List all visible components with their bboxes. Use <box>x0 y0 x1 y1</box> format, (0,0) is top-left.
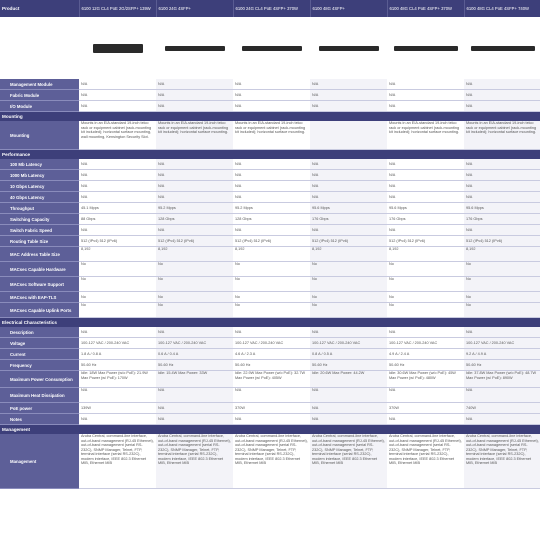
spec-value: N/A <box>464 90 540 101</box>
spec-value: N/A <box>233 79 310 90</box>
spec-value: 128 Gbps <box>233 214 310 225</box>
spec-value: N/A <box>310 101 387 112</box>
product-name[interactable]: 6100 12G CL4 PoE 2G/2SFP+ 139W <box>79 0 156 17</box>
header-row <box>0 0 540 17</box>
product-image[interactable] <box>464 17 540 79</box>
product-image[interactable] <box>156 17 233 79</box>
spec-value: N/A <box>233 90 310 101</box>
network-switch-icon <box>165 46 225 51</box>
spec-label: MACsec with EAP-TLS <box>0 292 79 303</box>
spec-value: 1.8 A / 0.8 A <box>79 349 156 360</box>
spec-value: 100-127 VAC / 200-240 VAC <box>156 338 233 349</box>
spec-value: N/A <box>464 388 540 403</box>
spec-value: N/A <box>464 159 540 170</box>
spec-label: Maximum Heat Dissipation <box>0 388 79 403</box>
product-name[interactable]: 6100 48G 4SFP+ <box>310 0 387 17</box>
spec-value: No <box>464 292 540 303</box>
product-image[interactable] <box>387 17 464 79</box>
spec-label: Notes <box>0 414 79 425</box>
spec-value: N/A <box>310 159 387 170</box>
spec-row <box>0 247 540 262</box>
spec-label: MACsec Software Support <box>0 277 79 292</box>
spec-value: N/A <box>464 192 540 203</box>
spec-value: 95.6 Mpps <box>464 203 540 214</box>
section-title: Electrical Characteristics <box>0 318 540 328</box>
spec-label: Switching Capacity <box>0 214 79 225</box>
spec-value: 45.1 Mpps <box>79 203 156 214</box>
spec-value: Mounts in an EIA-standard 19-inch telco rack or equipment cabinet (rack-mounting kit included); horizontal surface mounting. <box>156 121 233 150</box>
spec-value: 50-60 Hz <box>387 360 464 371</box>
spec-row <box>0 236 540 247</box>
spec-value: N/A <box>79 327 156 338</box>
spec-row <box>0 371 540 388</box>
spec-value: N/A <box>464 225 540 236</box>
spec-value: Mounts in an EIA-standard 19-inch telco rack or equipment cabinet (rack-mounting kit included); horizontal surface mounting, wall mounting, Kensington Security Slot. <box>79 121 156 150</box>
spec-value: N/A <box>387 414 464 425</box>
spec-row <box>0 203 540 214</box>
spec-label: MACsec Capable Hardware <box>0 262 79 277</box>
spec-value: Aruba Central, command-line interface, out-of-band management (RJ-45 Ethernet), out-of-band management (serial RS-232C), SNMP Manager, Telnet, FTP, terminal interface (serial RS-232C), modem interface, IEEE 802.3 Ethernet MIB, Ethernet MIB <box>79 434 156 489</box>
spec-value: 740W <box>464 403 540 414</box>
network-switch-icon <box>319 46 379 51</box>
spec-value: 50-60 Hz <box>233 360 310 371</box>
spec-value: 8,192 <box>233 247 310 262</box>
spec-label: I/O Module <box>0 101 79 112</box>
spec-value: Aruba Central, command-line interface, out-of-band management (RJ-45 Ethernet), out-of-band management (serial RS-232C), SNMP Manager, Telnet, FTP, terminal interface (serial RS-232C), modem interface, IEEE 802.3 Ethernet MIB, Ethernet MIB <box>310 434 387 489</box>
spec-value: N/A <box>387 192 464 203</box>
spec-value: 100-127 VAC / 200-240 VAC <box>79 338 156 349</box>
spec-value: N/A <box>310 388 387 403</box>
spec-label: Routing Table Size <box>0 236 79 247</box>
spec-value: N/A <box>310 170 387 181</box>
spec-value: No <box>387 277 464 292</box>
spec-value: N/A <box>387 79 464 90</box>
spec-value: 100-127 VAC / 200-240 VAC <box>464 338 540 349</box>
spec-value: 50-60 Hz <box>156 360 233 371</box>
spec-value: Idle: 20.6W Max Power: 44.2W <box>310 371 387 388</box>
spec-value: 512 (IPv4) 512 (IPv6) <box>79 236 156 247</box>
section-title: Performance <box>0 150 540 160</box>
spec-value: No <box>79 262 156 277</box>
spec-value: 370W <box>387 403 464 414</box>
spec-row <box>0 327 540 338</box>
spec-value: 50-60 Hz <box>79 360 156 371</box>
header-first-col: Product <box>0 0 79 17</box>
spec-value: 100-127 VAC / 200-240 VAC <box>387 338 464 349</box>
spec-value: Aruba Central, command-line interface, out-of-band management (RJ-45 Ethernet), out-of-band management (serial RS-232C), SNMP Manager, Telnet, FTP, terminal interface (serial RS-232C), modem interface, IEEE 802.3 Ethernet MIB, Ethernet MIB <box>387 434 464 489</box>
spec-value: No <box>233 292 310 303</box>
spec-value: No <box>233 277 310 292</box>
spec-value: 95.6 Mpps <box>310 203 387 214</box>
spec-value: 512 (IPv4) 512 (IPv6) <box>233 236 310 247</box>
spec-row <box>0 403 540 414</box>
spec-value: N/A <box>387 101 464 112</box>
product-image[interactable] <box>233 17 310 79</box>
spec-value: N/A <box>464 414 540 425</box>
product-name[interactable]: 6100 48G CL4 PoE 4SFP+ 370W <box>387 0 464 17</box>
spec-value: N/A <box>387 159 464 170</box>
spec-row <box>0 277 540 292</box>
spec-value: 139W <box>79 403 156 414</box>
spec-row <box>0 349 540 360</box>
spec-value: No <box>79 277 156 292</box>
spec-value: N/A <box>310 192 387 203</box>
spec-value: N/A <box>79 101 156 112</box>
spec-row <box>0 360 540 371</box>
spec-value: Idle: 15.4W Max Power: 33W <box>156 371 233 388</box>
network-switch-icon <box>93 44 143 53</box>
spec-value: N/A <box>79 181 156 192</box>
spec-label: Frequency <box>0 360 79 371</box>
spec-value: No <box>310 292 387 303</box>
spec-value: No <box>156 292 233 303</box>
spec-label: Voltage <box>0 338 79 349</box>
section-header <box>0 112 540 122</box>
spec-row <box>0 338 540 349</box>
spec-value: No <box>464 277 540 292</box>
spec-value: No <box>233 303 310 318</box>
spec-value: N/A <box>233 192 310 203</box>
spec-value: N/A <box>233 159 310 170</box>
spec-value: No <box>387 292 464 303</box>
spec-value: Mounts in an EIA-standard 19-inch telco rack or equipment cabinet (rack-mounting kit included); horizontal surface mounting. <box>233 121 310 150</box>
spec-value: 128 Gbps <box>156 214 233 225</box>
spec-label: 1000 Mb Latency <box>0 170 79 181</box>
spec-value: N/A <box>156 327 233 338</box>
spec-value: N/A <box>310 79 387 90</box>
spec-row <box>0 159 540 170</box>
spec-row <box>0 121 540 150</box>
spec-value: No <box>310 262 387 277</box>
spec-value: No <box>310 303 387 318</box>
section-title: Mounting <box>0 112 540 122</box>
spec-value: N/A <box>156 159 233 170</box>
spec-value: No <box>387 262 464 277</box>
section-header <box>0 318 540 328</box>
spec-value: 88 Gbps <box>79 214 156 225</box>
spec-value: Mounts in an EIA-standard 19-inch telco rack or equipment cabinet (rack-mounting kit included); horizontal surface mounting. <box>464 121 540 150</box>
spec-value: Aruba Central, command-line interface, out-of-band management (RJ-45 Ethernet), out-of-band management (serial RS-232C), SNMP Manager, Telnet, FTP, terminal interface (serial RS-232C), modem interface, IEEE 802.3 Ethernet MIB, Ethernet MIB <box>464 434 540 489</box>
spec-value: N/A <box>387 225 464 236</box>
spec-value: N/A <box>156 170 233 181</box>
spec-value: N/A <box>79 388 156 403</box>
spec-value: Idle: 22.9W Max Power (w/o PoE): 32.7W Max Power (w/ PoE): 405W <box>233 371 310 388</box>
spec-value: N/A <box>233 170 310 181</box>
spec-value: N/A <box>464 79 540 90</box>
spec-value: N/A <box>387 170 464 181</box>
spec-label: MAC Address Table Size <box>0 247 79 262</box>
spec-value: N/A <box>156 225 233 236</box>
spec-value: N/A <box>464 181 540 192</box>
spec-value: 512 (IPv4) 512 (IPv6) <box>310 236 387 247</box>
spec-value: 8,192 <box>387 247 464 262</box>
spec-value: 95.2 Mpps <box>233 203 310 214</box>
spec-value: 512 (IPv4) 512 (IPv6) <box>156 236 233 247</box>
spec-value: 0.6 A / 0.4 A <box>156 349 233 360</box>
spec-value: N/A <box>156 192 233 203</box>
spec-value: No <box>79 303 156 318</box>
spec-value: Idle: 18W Max Power (w/o PoE): 21.9W Max Power (w/ PoE): 170W <box>79 371 156 388</box>
spec-value: N/A <box>156 388 233 403</box>
spec-value: No <box>310 277 387 292</box>
spec-label: Current <box>0 349 79 360</box>
spec-value: N/A <box>387 181 464 192</box>
spec-value: 4.9 A / 2.4 A <box>387 349 464 360</box>
spec-row <box>0 434 540 489</box>
spec-row <box>0 262 540 277</box>
spec-label: Description <box>0 327 79 338</box>
spec-value: N/A <box>156 79 233 90</box>
section-header <box>0 150 540 160</box>
spec-value: N/A <box>79 225 156 236</box>
spec-label: Switch Fabric Speed <box>0 225 79 236</box>
spec-row <box>0 414 540 425</box>
spec-value: N/A <box>156 101 233 112</box>
spec-value: 95.6 Mpps <box>387 203 464 214</box>
spec-row <box>0 214 540 225</box>
spec-row <box>0 388 540 403</box>
spec-value: No <box>156 262 233 277</box>
section-title: Management <box>0 425 540 435</box>
spec-value: 512 (IPv4) 512 (IPv6) <box>387 236 464 247</box>
spec-row <box>0 181 540 192</box>
spec-value: 100-127 VAC / 200-240 VAC <box>310 338 387 349</box>
spec-row <box>0 292 540 303</box>
spec-value: 0.8 A / 0.5 A <box>310 349 387 360</box>
spec-value: No <box>464 303 540 318</box>
spec-value: N/A <box>79 170 156 181</box>
spec-value: Idle: 30.6W Max Power (w/o PoE): 45W Max Power (w/ PoE): 480W <box>387 371 464 388</box>
spec-value: N/A <box>310 181 387 192</box>
spec-value: 8,192 <box>310 247 387 262</box>
spec-value: N/A <box>310 327 387 338</box>
spec-value: 95.2 Mpps <box>156 203 233 214</box>
spec-value: No <box>233 262 310 277</box>
spec-value: 50-60 Hz <box>464 360 540 371</box>
spec-value: N/A <box>464 327 540 338</box>
network-switch-icon <box>471 46 535 51</box>
spec-value: 176 Gbps <box>387 214 464 225</box>
spec-label: 10 Gbps Latency <box>0 181 79 192</box>
network-switch-icon <box>394 46 458 51</box>
spec-row <box>0 90 540 101</box>
spec-value: 176 Gbps <box>464 214 540 225</box>
spec-value: N/A <box>79 414 156 425</box>
image-row-label <box>0 17 79 79</box>
spec-value: N/A <box>310 403 387 414</box>
spec-value: Aruba Central, command-line interface, out-of-band management (RJ-45 Ethernet), out-of-band management (serial RS-232C), SNMP Manager, Telnet, FTP, terminal interface (serial RS-232C), modem interface, IEEE 802.3 Ethernet MIB, Ethernet MIB <box>156 434 233 489</box>
network-switch-icon <box>242 46 302 51</box>
product-name[interactable]: 6100 48G CL4 PoE 4SFP+ 740W <box>464 0 540 17</box>
spec-value <box>310 121 387 150</box>
spec-value: 8,192 <box>464 247 540 262</box>
spec-value: N/A <box>387 90 464 101</box>
spec-value: N/A <box>79 192 156 203</box>
spec-label: Throughput <box>0 203 79 214</box>
spec-value: Mounts in an EIA-standard 19-inch telco rack or equipment cabinet (rack-mounting kit included); horizontal surface mounting. <box>387 121 464 150</box>
spec-value: N/A <box>156 90 233 101</box>
spec-value: N/A <box>156 181 233 192</box>
spec-label: Maximum Power Consumption <box>0 371 79 388</box>
spec-row <box>0 192 540 203</box>
spec-value: 4.6 A / 2.3 A <box>233 349 310 360</box>
spec-value: N/A <box>464 101 540 112</box>
spec-value: N/A <box>79 159 156 170</box>
product-image[interactable] <box>79 17 156 79</box>
spec-label: Mounting <box>0 121 79 150</box>
spec-value: No <box>79 292 156 303</box>
spec-value: 100-127 VAC / 200-240 VAC <box>233 338 310 349</box>
spec-value: N/A <box>387 327 464 338</box>
spec-value: No <box>464 262 540 277</box>
product-name[interactable]: 6100 24G CL4 PoE 4SFP+ 370W <box>233 0 310 17</box>
spec-row <box>0 225 540 236</box>
spec-row <box>0 79 540 90</box>
spec-label: PoE power <box>0 403 79 414</box>
spec-value: Idle: 37.8W Max Power (w/o PoE): 48.7W Max Power (w/ PoE): 890W <box>464 371 540 388</box>
spec-value: N/A <box>79 90 156 101</box>
spec-value: 9.2 A / 4.9 A <box>464 349 540 360</box>
spec-value: N/A <box>310 414 387 425</box>
spec-value: N/A <box>79 79 156 90</box>
spec-value: No <box>156 277 233 292</box>
spec-value: N/A <box>387 388 464 403</box>
spec-value: N/A <box>310 90 387 101</box>
spec-value: N/A <box>464 170 540 181</box>
product-name[interactable]: 6100 24G 4SFP+ <box>156 0 233 17</box>
spec-value: N/A <box>233 101 310 112</box>
product-image-row <box>0 17 540 79</box>
spec-value: N/A <box>233 181 310 192</box>
spec-value: 8,192 <box>156 247 233 262</box>
spec-value: N/A <box>156 414 233 425</box>
spec-row <box>0 101 540 112</box>
section-header <box>0 425 540 435</box>
product-image[interactable] <box>310 17 387 79</box>
spec-value: 50-60 Hz <box>310 360 387 371</box>
spec-value: N/A <box>233 388 310 403</box>
spec-value: 8,192 <box>79 247 156 262</box>
spec-value: Aruba Central, command-line interface, out-of-band management (RJ-45 Ethernet), out-of-band management (serial RS-232C), SNMP Manager, Telnet, FTP, terminal interface (serial RS-232C), modem interface, IEEE 802.3 Ethernet MIB, Ethernet MIB <box>233 434 310 489</box>
spec-label: Fabric Module <box>0 90 79 101</box>
spec-value: N/A <box>156 403 233 414</box>
spec-value: No <box>387 303 464 318</box>
spec-value: 176 Gbps <box>310 214 387 225</box>
spec-label: Management <box>0 434 79 489</box>
spec-value: N/A <box>233 414 310 425</box>
spec-value: N/A <box>233 327 310 338</box>
spec-row <box>0 170 540 181</box>
spec-value: 370W <box>233 403 310 414</box>
spec-label: 40 Gbps Latency <box>0 192 79 203</box>
spec-value: 512 (IPv4) 512 (IPv6) <box>464 236 540 247</box>
spec-label: Management Module <box>0 79 79 90</box>
spec-row <box>0 303 540 318</box>
spec-value: N/A <box>233 225 310 236</box>
spec-label: 100 Mb Latency <box>0 159 79 170</box>
spec-value: N/A <box>310 225 387 236</box>
spec-label: MACsec Capable Uplink Ports <box>0 303 79 318</box>
spec-value: No <box>156 303 233 318</box>
